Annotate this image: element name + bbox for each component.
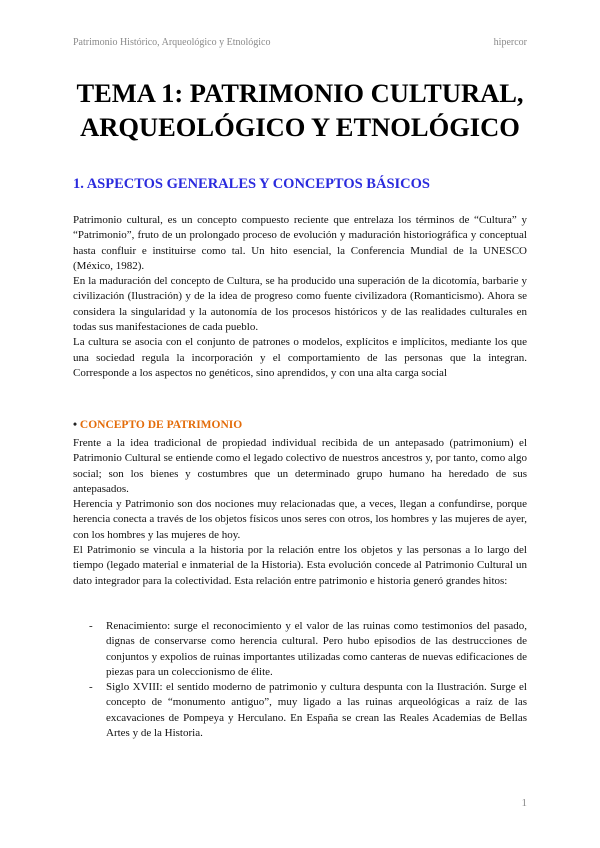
paragraph: Frente a la idea tradicional de propiedad individual recibida de un antepasado (patrimonium) el Patrimonio Cultural se entiende como el legado colectivo de nuestros ancestros y, por tanto, como algo social; son los bienes y costumbres que un determinado grupo humano ha heredado de sus antepasados. xyxy=(73,437,527,495)
paragraph: Patrimonio cultural, es un concepto compuesto reciente que entrelaza los términos de “Cultura” y “Patrimonio”, fruto de un prolongado proceso de evolución y maduración historiográfica y conceptual hasta confluir e instituirse como tal. Un hito esencial, la Conferencia Mundial de la UNESCO (México, 1982). xyxy=(73,214,527,272)
title-line-2: ARQUEOLÓGICO Y ETNOLÓGICO xyxy=(80,112,520,142)
page-title xyxy=(40,76,560,144)
section-2-body xyxy=(73,436,527,589)
header-brand: hipercor xyxy=(493,37,527,48)
paragraph: Herencia y Patrimonio son dos nociones muy relacionadas que, a veces, llegan a confundirse, porque herencia conecta a través de los objetos físicos unos seres con otros, los hombres y las mujeres de ayer, con los hombres y las mujeres de hoy. xyxy=(73,498,527,541)
list-item xyxy=(89,680,527,741)
list-item-text: Siglo XVIII: el sentido moderno de patrimonio y cultura despunta con la Ilustración. Surge el concepto de “monumento antiguo”, muy ligado a las ruinas arqueológicas a raíz de las excavaciones de Pompeya y Herculano. En España se crean las Reales Academias de Bellas Artes y de la Historia. xyxy=(106,681,527,740)
paragraph: La cultura se asocia con el conjunto de patrones o modelos, explícitos e implícitos, mediante los que una sociedad regula la incorporación y el comportamiento de las personas que la integran. Corresponde a los aspectos no genéticos, sino aprendidos, y con una alta carga social xyxy=(73,336,527,379)
list-item-text: Renacimiento: surge el reconocimiento y el valor de las ruinas como testimonios del pasado, dignas de conservarse como herencia cultural. Pero hubo episodios de las destrucciones de conjuntos y expolios de ruinas importantes utilizadas como canteras de nuevas edificaciones de piezas para un coleccionismo de élite. xyxy=(106,620,527,678)
title-line-1: TEMA 1: PATRIMONIO CULTURAL, xyxy=(76,78,524,108)
page-number: 1 xyxy=(521,797,527,809)
subsection-heading-patrimonio xyxy=(73,419,242,431)
milestones-list xyxy=(89,619,527,741)
list-dash-marker: - xyxy=(89,681,93,694)
paragraph: En la maduración del concepto de Cultura, se ha producido una superación de la dicotomía, barbarie y civilización (Ilustración) y de la idea de progreso como fuente civilizadora (Romanticismo). Ahora se considera la singularidad y la autonomía de los procesos históricos y de las realidades culturales en todas sus manifestaciones de cada pueblo. xyxy=(73,275,527,334)
section-heading-aspectos: 1. ASPECTOS GENERALES Y CONCEPTOS BÁSICOS xyxy=(73,176,430,192)
list-item xyxy=(89,619,527,680)
bullet-icon: • xyxy=(73,419,78,431)
subsection-heading-text: CONCEPTO DE PATRIMONIO xyxy=(79,419,243,431)
list-dash-marker: - xyxy=(89,620,93,632)
section-1-body xyxy=(73,213,527,381)
paragraph: El Patrimonio se vincula a la historia por la relación entre los objetos y las personas a lo largo del tiempo (legado material e inmaterial de la Historia). Esta evolución concede al Patrimonio Cultural un dato integrador para la colectividad. Esta relación entre patrimonio e historia generó grandes hitos: xyxy=(73,544,527,587)
header-course-title: Patrimonio Histórico, Arqueológico y Etnológico xyxy=(73,37,271,48)
